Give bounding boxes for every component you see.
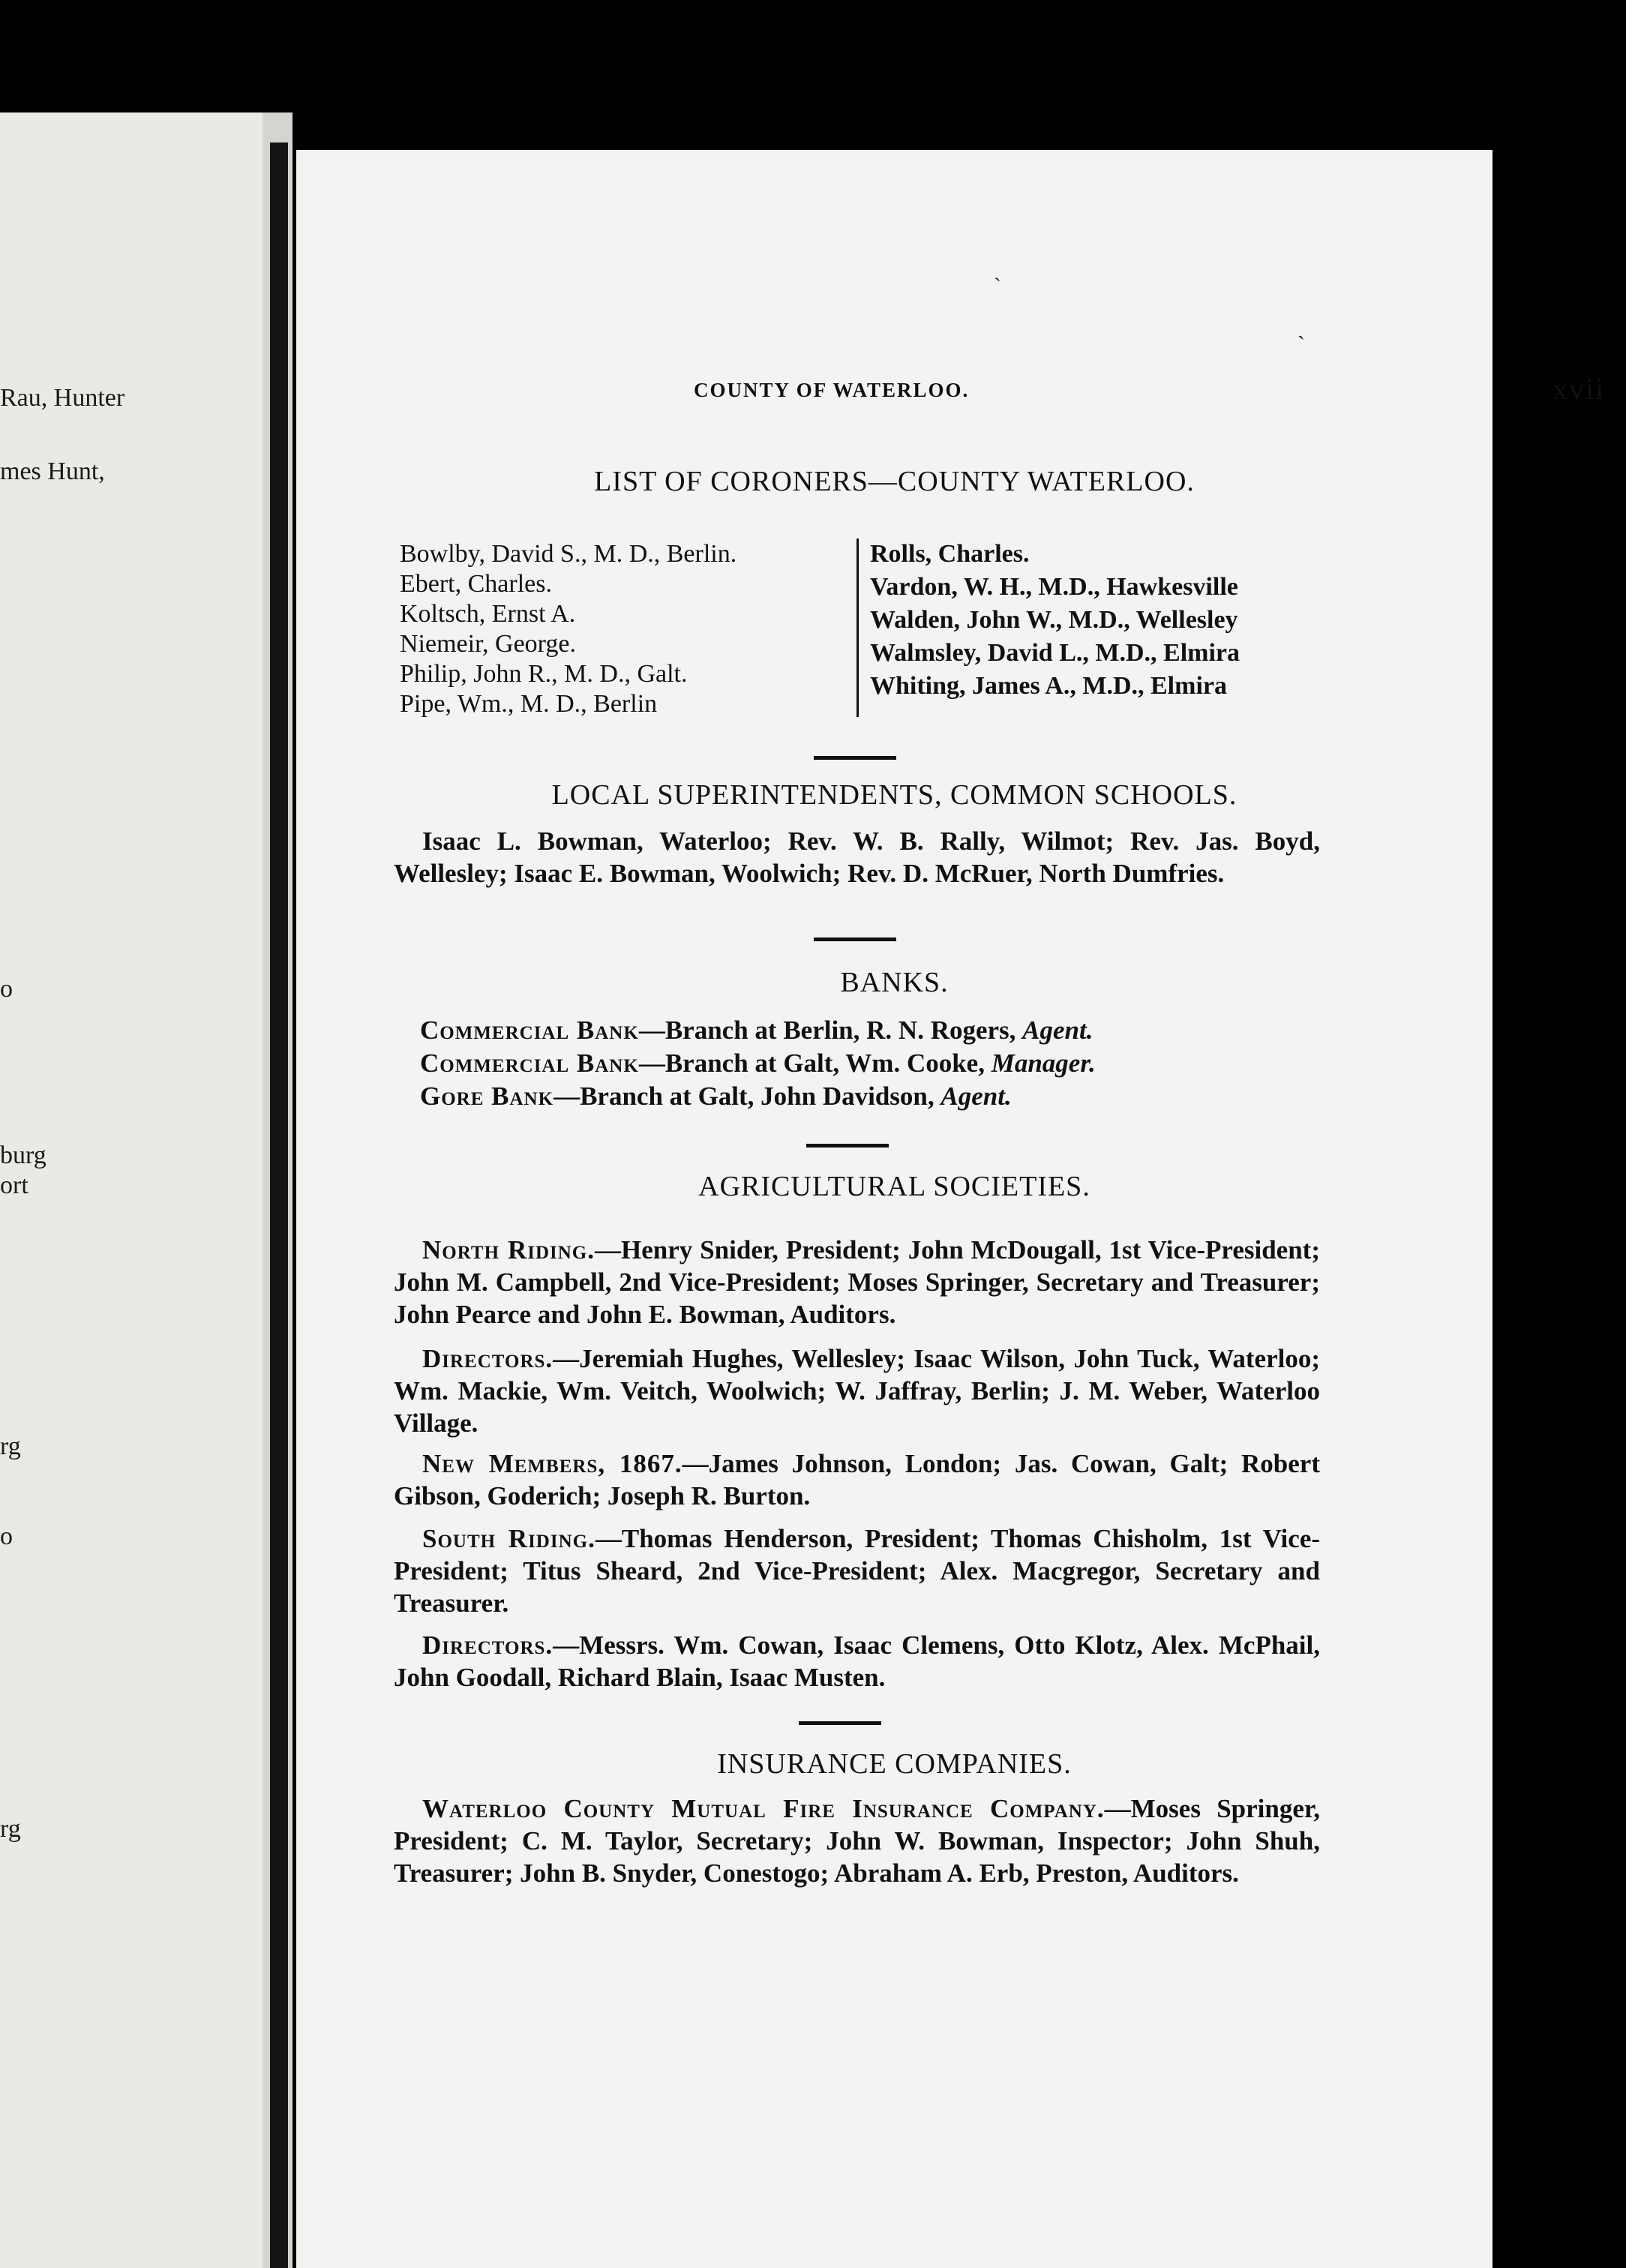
bank-role: Agent. (940, 1082, 1012, 1111)
insurance-paragraph (394, 1792, 1320, 1889)
superintendents-title: LOCAL SUPERINTENDENTS, COMMON SCHOOLS. (551, 779, 1238, 811)
bank-line (420, 1080, 1320, 1112)
bank-detail: —Branch at Berlin, R. N. Rogers, (638, 1016, 1023, 1045)
agricultural-paragraph (394, 1342, 1320, 1439)
coroner-entry: Walmsley, David L., M.D., Elmira (870, 639, 1240, 667)
coroner-entry: Ebert, Charles. (400, 570, 552, 598)
paragraph-lead: North Riding. (422, 1235, 595, 1264)
left-fragment: rg (0, 1432, 21, 1460)
insurance-title: INSURANCE COMPANIES. (717, 1748, 1072, 1780)
paragraph-lead: New Members, 1867. (422, 1449, 682, 1478)
running-title: COUNTY OF WATERLOO. (694, 379, 970, 401)
bank-line (420, 1014, 1320, 1046)
bank-detail: —Branch at Galt, John Davidson, (554, 1082, 941, 1111)
left-fragment: ort (0, 1172, 28, 1199)
coroner-entry: Koltsch, Ernst A. (400, 600, 576, 628)
paragraph-text: —Thomas Henderson, President; Thomas Chisholm, 1st Vice-President; Titus Sheard, 2nd Vice-President; Alex. Macgregor, Secretary and Treasurer. (394, 1524, 1321, 1618)
paragraph-text: —Moses Springer, President; C. M. Taylor, Secretary; John W. Bowman, Inspector; John Shuh, Treasurer; John B. Snyder, Conestogo; Abraham A. Erb, Preston, Auditors. (394, 1794, 1320, 1888)
agricultural-paragraph (394, 1629, 1320, 1694)
paragraph-lead: Waterloo County Mutual Fire Insurance Company. (422, 1794, 1105, 1823)
paragraph-lead: Directors. (422, 1344, 554, 1373)
section-rule (814, 756, 896, 760)
left-fragment: mes Hunt, (0, 458, 105, 485)
page-number: xvii (1552, 372, 1606, 406)
paragraph-text: —Messrs. Wm. Cowan, Isaac Clemens, Otto Klotz, Alex. McPhail, John Goodall, Richard Blain, Isaac Musten. (394, 1630, 1320, 1692)
bank-line (420, 1047, 1320, 1079)
bank-role: Manager. (991, 1048, 1096, 1078)
bank-detail: —Branch at Galt, Wm. Cooke, (638, 1048, 992, 1078)
coroners-title: LIST OF CORONERS—COUNTY WATERLOO. (594, 466, 1195, 497)
bank-name: Commercial Bank (420, 1048, 639, 1078)
coroner-entry: Rolls, Charles. (870, 540, 1030, 568)
left-fragment: o (0, 1522, 13, 1550)
column-divider (856, 538, 859, 717)
book-binding (270, 142, 288, 2268)
section-rule (799, 1721, 881, 1725)
bank-name: Gore Bank (420, 1082, 554, 1111)
left-page-fragment (0, 112, 262, 2268)
section-rule (814, 938, 896, 941)
coroner-entry: Whiting, James A., M.D., Elmira (870, 672, 1227, 700)
superintendents-text: Isaac L. Bowman, Waterloo; Rev. W. B. Rally, Wilmot; Rev. Jas. Boyd, Wellesley; Isaac E. Bowman, Woolwich; Rev. D. McRuer, North Dumfries. (394, 826, 1320, 888)
stray-ink-mark: ˏ (1298, 315, 1305, 340)
coroner-entry: Walden, John W., M.D., Wellesley (870, 606, 1238, 634)
coroner-entry: Vardon, W. H., M.D., Hawkesville (870, 573, 1238, 601)
left-fragment: rg (0, 1815, 21, 1843)
paragraph-text: —Henry Snider, President; John McDougall, 1st Vice-President; John M. Campbell, 2nd Vice-President; Moses Springer, Secretary and Treasurer; John Pearce and John E. Bowman, Auditors. (394, 1235, 1320, 1329)
right-page (296, 150, 1606, 2268)
bank-role: Agent. (1022, 1016, 1094, 1045)
paragraph-lead: Directors. (422, 1630, 554, 1660)
coroner-entry: Pipe, Wm., M. D., Berlin (400, 690, 658, 718)
agricultural-paragraph (394, 1234, 1320, 1330)
bank-name: Commercial Bank (420, 1016, 639, 1045)
paragraph-text: —Jeremiah Hughes, Wellesley; Isaac Wilson, John Tuck, Waterloo; Wm. Mackie, Wm. Veitch, Woolwich; W. Jaffray, Berlin; J. M. Weber, Waterloo Village. (394, 1344, 1320, 1438)
coroner-entry: Bowlby, David S., M. D., Berlin. (400, 540, 737, 568)
coroner-entry: Philip, John R., M. D., Galt. (400, 660, 688, 688)
stray-ink-mark: ˋ (994, 274, 1001, 298)
paragraph-lead: South Riding. (422, 1524, 596, 1553)
paragraph-text: —James Johnson, London; Jas. Cowan, Galt; Robert Gibson, Goderich; Joseph R. Burton. (394, 1449, 1320, 1510)
section-rule (806, 1144, 889, 1148)
agricultural-paragraph (394, 1522, 1320, 1619)
left-fragment: Rau, Hunter (0, 384, 125, 412)
left-fragment: burg (0, 1142, 46, 1169)
agricultural-paragraph (394, 1448, 1320, 1512)
agricultural-title: AGRICULTURAL SOCIETIES. (698, 1171, 1090, 1202)
banks-title: BANKS. (840, 967, 949, 998)
coroner-entry: Niemeir, George. (400, 630, 576, 658)
left-fragment: o (0, 975, 13, 1003)
